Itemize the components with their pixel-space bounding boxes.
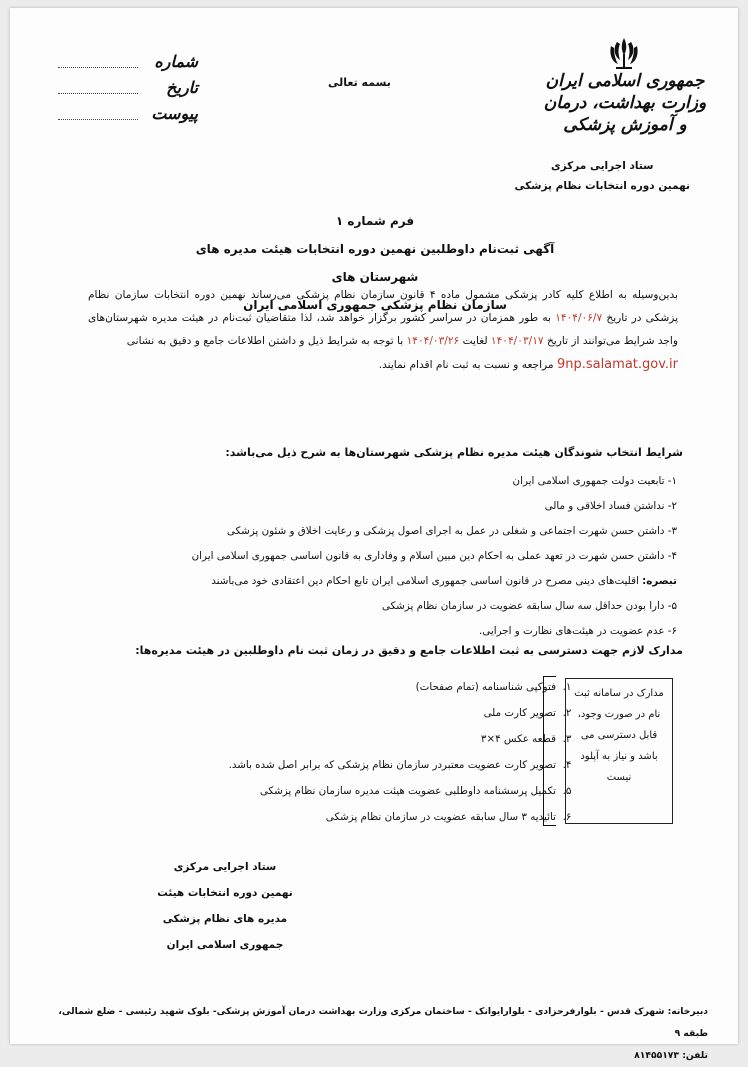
election-date: ۱۴۰۴/۰۶/۷ <box>555 312 603 324</box>
documents-list <box>108 674 578 830</box>
letter-meta <box>58 48 198 126</box>
intro-paragraph: بدین‌وسیله به اطلاع کلیه کادر پزشکی مشمول ماده ۴ قانون سازمان نظام پزشکی می‌رساند نهمین دوره انتخابات سازمان نظام پزشکی در تاریخ ۱۴۰۴/۰۶/۷ به طور همزمان در سراسر کشور برگزار خواهد شد، لذا متقاضیان ثبت‌نام در هیئت مدیره شهرستان‌های واجد شرایط می‌توانند از تاریخ ۱۴۰۴/۰۳/۱۷ لغایت ۱۴۰۴/۰۳/۲۶ با توجه به شرایط ذیل و داشتن اطلاعات جامع و دقیق به نشانی 9np.salamat.gov.ir مراجعه و نسبت به ثبت نام اقدام نمایند. <box>88 289 679 372</box>
number-label: شماره <box>154 51 198 71</box>
attachment-label: پیوست <box>151 103 198 123</box>
end-date: ۱۴۰۴/۰۳/۲۶ <box>406 335 460 347</box>
list-item: ۶- عدم عضویت در هیئت‌های نظارت و اجرایی. <box>479 625 677 637</box>
list-item: ۴- داشتن حسن شهرت در تعهد عملی به احکام دین مبین اسلام و وفاداری به قانون اساسی جمهوری اسلامی ایران <box>191 550 677 562</box>
start-date: ۱۴۰۴/۰۳/۱۷ <box>490 335 544 347</box>
upload-note-box: مدارک در سامانه ثبت نام در صورت وجود، قابل دسترسی می باشد و نیاز به آپلود نیست <box>565 678 673 824</box>
title-line2: سازمان نظام پزشکی جمهوری اسلامی ایران <box>243 298 507 312</box>
list-item: ۴. تصویر کارت عضویت معتبردر سازمان نظام پزشکی که برابر اصل شده باشد. <box>228 759 572 771</box>
list-item: ۲- نداشتن فساد اخلاقی و مالی <box>544 500 677 512</box>
footer-address: دبیرخانه: شهرک قدس - بلوارفرحزادی - بلوارایوانک - ساختمان مرکزی وزارت بهداشت درمان آموزش پزشکی- بلوک شهید رئیسی - ضلع شمالی، طبقه ۹ <box>58 1006 708 1039</box>
title-line1: آگهی ثبت‌نام داوطلبین نهمین دوره انتخابات هیئت مدیره های شهرستان های <box>195 242 555 284</box>
footer <box>48 1001 708 1067</box>
list-item: ۳. قطعه عکس ۴×۳ <box>480 733 572 745</box>
note: تبصره: اقلیت‌های دینی مصرح در قانون اساسی جمهوری اسلامی ایران تابع احکام دین اعتقادی خود می‌باشند <box>211 575 677 587</box>
documents-heading: مدارک لازم جهت دسترسی به ثبت اطلاعات جامع و دقیق در زمان ثبت نام داوطلبین در هیئت مدیره‌ها: <box>135 644 683 657</box>
list-item: ۳- داشتن حسن شهرت اجتماعی و شغلی در عمل به اجرای اصول پزشکی و رعایت اخلاق و شئون پزشکی <box>226 525 677 537</box>
website-link[interactable]: 9np.salamat.gov.ir <box>556 357 678 372</box>
conditions-section <box>83 440 683 644</box>
letter-page <box>10 8 738 1061</box>
ministry-name: جمهوری اسلامی ایران وزارت بهداشت، درمان و آموزش پزشکی <box>543 71 707 135</box>
list-item: ۱- تابعیت دولت جمهوری اسلامی ایران <box>512 475 677 487</box>
list-item: ۵. تکمیل پرسشنامه داوطلبی عضویت هیئت مدیره سازمان نظام پزشکی <box>259 785 572 797</box>
list-item: ۵- دارا بودن حداقل سه سال سابقه عضویت در سازمان نظام پزشکی <box>381 600 677 612</box>
date-label: تاریخ <box>166 77 198 97</box>
organization-lines: ستاد اجرایی مرکزی نهمین دوره انتخابات نظام پزشکی <box>514 160 690 192</box>
conditions-heading: شرایط انتخاب شوندگان هیئت مدیره نظام پزشکی شهرستان‌ها به شرح ذیل می‌باشد: <box>225 446 683 459</box>
list-item: ۲. تصویر کارت ملی <box>483 707 572 719</box>
iran-emblem-icon <box>608 36 640 72</box>
list-item: ۶. تائیدیه ۳ سال سابقه عضویت در سازمان نظام پزشکی <box>325 811 572 823</box>
signature-block: ستاد اجرایی مرکزی نهمین دوره انتخابات هیئت مدیره های نظام پزشکی جمهوری اسلامی ایران <box>157 861 293 951</box>
form-number: فرم شماره ۱ <box>335 214 415 228</box>
footer-phone: تلفن: ۸۱۴۵۵۱۷۳ <box>634 1050 708 1061</box>
list-item: ۱. فتوکپی شناسنامه (تمام صفحات) <box>415 681 572 693</box>
bismillah: بسمه تعالی <box>328 76 391 89</box>
documents-bracket <box>543 676 556 826</box>
